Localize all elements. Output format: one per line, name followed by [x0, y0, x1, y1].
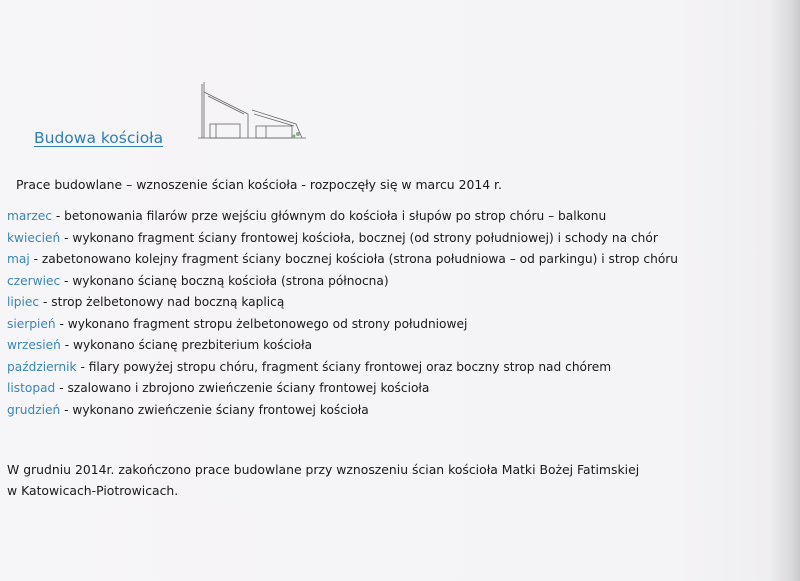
conclusion-text: [7, 459, 639, 501]
month-description: - wykonano ścianę prezbiterium kościoła: [60, 338, 313, 352]
conclusion-line-2: w Katowicach-Piotrowicach.: [7, 483, 179, 498]
monthly-progress-list: [7, 207, 678, 422]
list-item: [7, 293, 678, 315]
list-item: [7, 358, 678, 380]
month-description: - betonowania filarów prze wejściu głównym do kościoła i słupów po strop chóru – balkonu: [51, 209, 607, 223]
list-item: [7, 229, 678, 251]
month-label: maj: [7, 252, 30, 266]
month-label: grudzień: [7, 402, 61, 417]
month-label: czerwiec: [7, 273, 61, 288]
list-item: [7, 401, 678, 423]
month-label: październik: [7, 359, 77, 374]
month-label: wrzesień: [7, 338, 61, 352]
month-label: listopad: [7, 381, 56, 395]
page-title: Budowa kościoła: [34, 129, 164, 147]
list-item: [7, 379, 678, 401]
month-label: sierpień: [7, 316, 56, 331]
conclusion-line-1: W grudniu 2014r. zakończono prace budowlane przy wznoszeniu ścian kościoła Matki Bożej Fatimskiej: [7, 462, 640, 477]
month-description: - wykonano zwieńczenie ściany frontowej kościoła: [60, 402, 369, 417]
month-description: - strop żelbetonowy nad boczną kaplicą: [39, 295, 285, 309]
list-item: [7, 207, 678, 229]
month-description: - wykonano fragment stropu żelbetonowego od strony południowej: [55, 316, 468, 331]
month-description: - szalowano i zbrojono zwieńczenie ściany frontowej kościoła: [55, 381, 430, 395]
month-description: - filary powyżej stropu chóru, fragment ściany frontowej oraz boczny strop nad chórem: [76, 359, 612, 374]
list-item: [7, 315, 678, 337]
month-label: marzec: [7, 209, 52, 223]
list-item: [7, 250, 678, 272]
month-description: - wykonano fragment ściany frontowej kościoła, bocznej (od strony południowej) i schody na chór: [60, 230, 658, 245]
month-description: - wykonano ścianę boczną kościoła (strona północna): [60, 273, 389, 288]
month-label: lipiec: [7, 295, 40, 309]
list-item: [7, 272, 678, 294]
list-item: [7, 336, 678, 358]
intro-text: Prace budowlane – wznoszenie ścian kościoła - rozpoczęły się w marcu 2014 r.: [16, 177, 502, 192]
church-sketch-image: [196, 80, 308, 144]
month-label: kwiecień: [7, 230, 61, 245]
month-description: - zabetonowano kolejny fragment ściany bocznej kościoła (strona południowa – od parkingu) i strop chóru: [29, 252, 679, 266]
